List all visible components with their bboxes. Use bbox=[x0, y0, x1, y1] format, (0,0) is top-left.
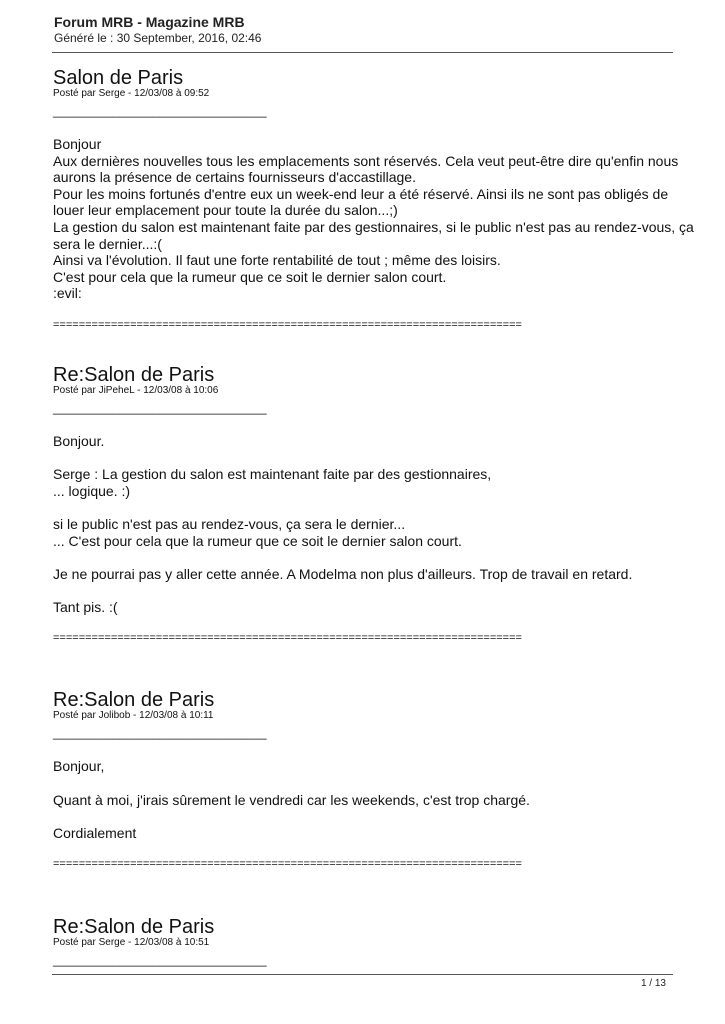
post-title: Re:Salon de Paris bbox=[53, 363, 215, 386]
page-header bbox=[54, 14, 674, 46]
post-rule: ________________________________ bbox=[53, 726, 267, 741]
post-line: Quant à moi, j'irais sûrement le vendredi car les weekends, c'est trop chargé. bbox=[53, 791, 530, 808]
post-meta: Posté par Serge - 12/03/08 à 10:51 bbox=[53, 937, 210, 949]
site-title: Forum MRB - Magazine MRB bbox=[54, 14, 245, 30]
post-rule: ________________________________ bbox=[53, 104, 267, 118]
post-line: ... C'est pour cela que la rumeur que ce soit le dernier salon court. bbox=[53, 532, 462, 549]
post-line: Bonjour bbox=[53, 136, 102, 152]
post-list bbox=[53, 67, 694, 985]
generated-date: Généré le : 30 September, 2016, 02:46 bbox=[54, 31, 262, 45]
post-line bbox=[53, 450, 673, 467]
post-line: Bonjour, bbox=[53, 758, 105, 775]
post-line: C'est pour cela que la rumeur que ce soit le dernier salon court. bbox=[53, 268, 447, 285]
post-line: Serge : La gestion du salon est maintenant faite par des gestionnaires, bbox=[53, 466, 492, 483]
post-title: Salon de Paris bbox=[53, 67, 184, 89]
post-line bbox=[53, 499, 673, 516]
post-line: Bonjour. bbox=[53, 432, 105, 449]
post-line: sera le dernier...:( bbox=[53, 235, 162, 252]
post-line: Ainsi va l'évolution. Il faut une forte rentabilité de tout ; même des loisirs. bbox=[53, 252, 501, 269]
post-rule: ________________________________ bbox=[53, 400, 267, 415]
post-line: Pour les moins fortunés d'entre eux un week-end leur a été réservé. Ainsi ils ne sont pas obligés de bbox=[53, 185, 669, 202]
post-line: Cordialement bbox=[53, 824, 137, 841]
post-body bbox=[53, 433, 673, 616]
post-body bbox=[53, 758, 673, 841]
post-line: aurons la présence de certains fournisseurs d'accastillage. bbox=[53, 169, 416, 186]
post-line: :evil: bbox=[53, 285, 82, 302]
post bbox=[53, 690, 673, 871]
post-line: Je ne pourrai pas y aller cette année. A Modelma non plus d'ailleurs. Trop de travail en retard. bbox=[53, 565, 633, 582]
post-line: si le public n'est pas au rendez-vous, ça sera le dernier... bbox=[53, 515, 406, 532]
post-line bbox=[53, 808, 673, 825]
post-line: Tant pis. :( bbox=[53, 598, 118, 615]
post-body bbox=[53, 136, 694, 302]
post-line: louer leur emplacement pour toute la durée du salon...;) bbox=[53, 202, 398, 219]
post-line bbox=[53, 549, 673, 566]
post-rule: ________________________________ bbox=[53, 953, 267, 968]
post-line: La gestion du salon est maintenant faite par des gestionnaires, si le public n'est pas au rendez-vous, ça bbox=[53, 218, 694, 235]
post-separator: ========================================================================= bbox=[53, 858, 522, 871]
post-line bbox=[53, 775, 673, 792]
post bbox=[53, 365, 673, 646]
post-meta: Posté par Serge - 12/03/08 à 09:52 bbox=[53, 88, 210, 99]
header-divider bbox=[52, 52, 673, 53]
post-separator: ========================================================================= bbox=[53, 318, 522, 331]
post bbox=[53, 67, 694, 332]
footer-divider bbox=[52, 974, 673, 975]
post-title: Re:Salon de Paris bbox=[53, 916, 215, 939]
post-title: Re:Salon de Paris bbox=[53, 689, 215, 712]
page-number: 1 / 13 bbox=[640, 978, 666, 989]
post bbox=[53, 917, 673, 967]
post-line bbox=[53, 582, 673, 599]
post-line: Aux dernières nouvelles tous les emplacements sont réservés. Cela veut peut-être dire qu'enfin nous bbox=[53, 152, 679, 169]
post-line: ... logique. :) bbox=[53, 482, 131, 499]
post-meta: Posté par JiPeheL - 12/03/08 à 10:06 bbox=[53, 384, 219, 396]
post-meta: Posté par Jolibob - 12/03/08 à 10:11 bbox=[53, 710, 214, 722]
post-separator: ========================================================================= bbox=[53, 632, 522, 645]
